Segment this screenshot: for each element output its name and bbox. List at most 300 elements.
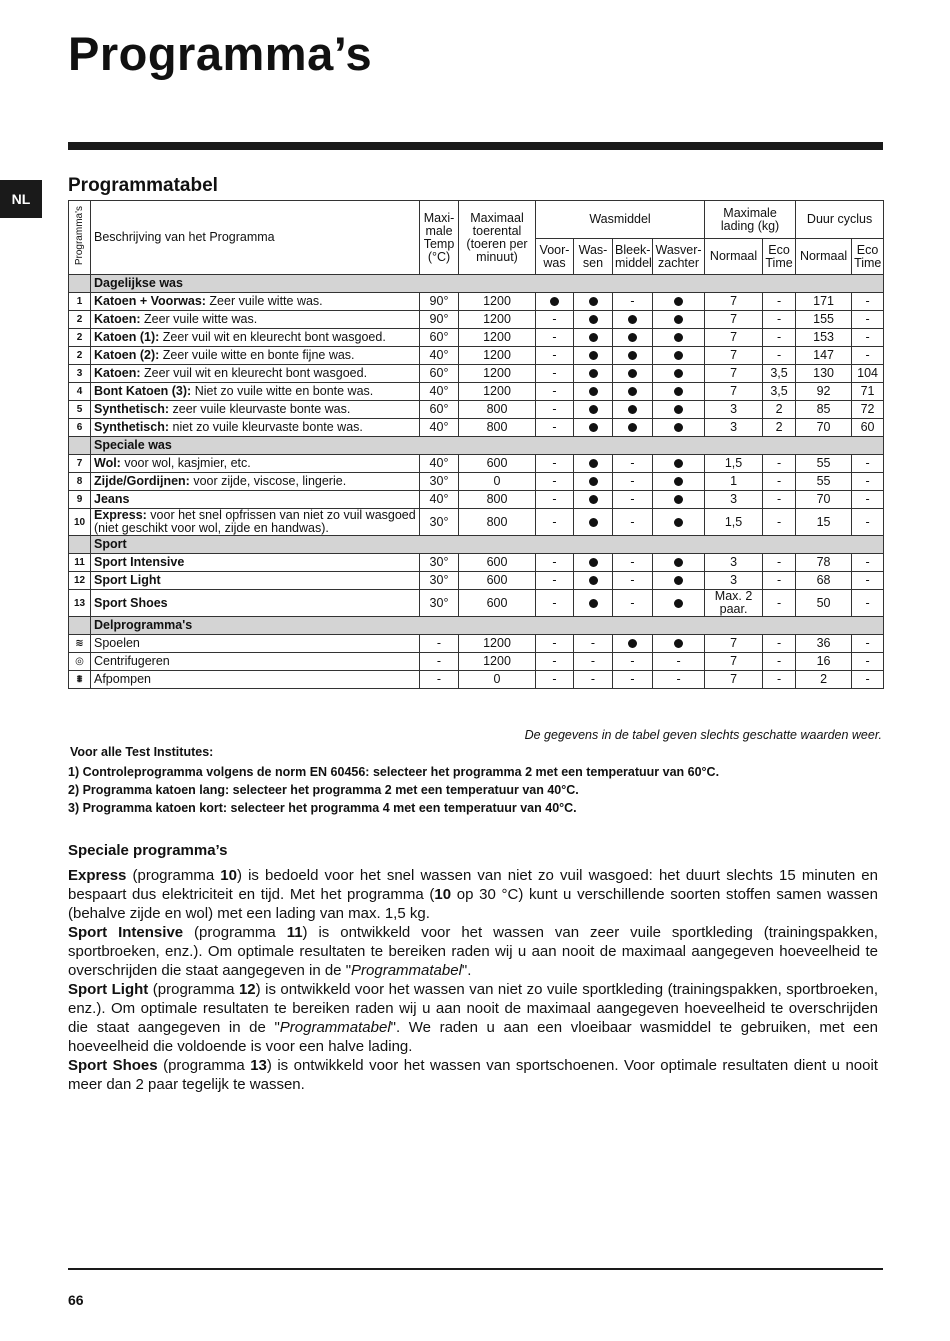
section-cell	[69, 275, 91, 293]
cell-prewash: -	[536, 509, 574, 536]
express-paragraph	[68, 866, 878, 923]
cell-speed: 1200	[459, 653, 536, 671]
cell-softener	[653, 491, 705, 509]
cell-load-eco: -	[763, 509, 796, 536]
bullet-dot	[589, 333, 598, 342]
table-row	[69, 635, 884, 653]
cell-load-eco: -	[763, 329, 796, 347]
table-row	[69, 671, 884, 689]
program-description	[91, 293, 420, 311]
bullet-dot	[589, 576, 598, 585]
cell-load-eco: -	[763, 491, 796, 509]
cell-bleach	[613, 311, 653, 329]
cell-dur: 171	[796, 293, 852, 311]
cell-load: 7	[705, 365, 763, 383]
cell-load: 3	[705, 554, 763, 572]
header-prewash: Voor- was	[536, 239, 574, 275]
cell-dur: 153	[796, 329, 852, 347]
cell-wash	[574, 311, 613, 329]
program-name: Katoen:	[94, 366, 141, 380]
section-label: Speciale was	[91, 437, 884, 455]
cell-speed: 600	[459, 554, 536, 572]
cell-dur-eco: -	[852, 329, 884, 347]
cell-load: 1,5	[705, 509, 763, 536]
cell-speed: 1200	[459, 635, 536, 653]
table-row	[69, 419, 884, 437]
spin-icon: ◎	[75, 656, 84, 667]
cell-softener	[653, 365, 705, 383]
text-fragment: ". We raden u aan een vloeibaar wasmiddel te gebruiken, met een hoeveelheid die voldoende is voor een halve lading.	[68, 1019, 879, 1055]
program-name: Synthetisch:	[94, 420, 170, 434]
footer-rule	[68, 1268, 883, 1270]
cell-prewash: -	[536, 329, 574, 347]
bullet-dot	[589, 351, 598, 360]
program-detail: Zeer vuil wit en kleurecht bont wasgoed.	[159, 330, 386, 344]
program-detail: voor het snel opfrissen van niet zo vuil wasgoed (niet geschikt voor wol, zijde en handwas).	[94, 508, 416, 535]
cell-bleach: -	[613, 671, 653, 689]
cell-wash	[574, 419, 613, 437]
cell-dur: 50	[796, 590, 852, 617]
bullet-dot	[674, 576, 683, 585]
bullet-dot	[628, 639, 637, 648]
section-label: Delprogramma's	[91, 617, 884, 635]
text-fragment: ".	[461, 962, 472, 979]
cell-wash: -	[574, 635, 613, 653]
bullet-dot	[674, 477, 683, 486]
cell-load-eco: -	[763, 455, 796, 473]
cell-softener	[653, 590, 705, 617]
bullet-dot	[589, 405, 598, 414]
program-number: 11	[286, 924, 303, 941]
bullet-dot	[674, 369, 683, 378]
bullet-dot	[628, 387, 637, 396]
cell-temp: 40°	[420, 491, 459, 509]
cell-load-eco: 2	[763, 419, 796, 437]
program-number-cell	[69, 653, 91, 671]
cell-load-eco: -	[763, 572, 796, 590]
bullet-dot	[628, 405, 637, 414]
cell-dur: 147	[796, 347, 852, 365]
text-fragment: op 30 °C) kunt u verschillende soorten stoffen samen wassen (behalve zijde en wol) met een lading van max. 1,5 kg.	[68, 886, 878, 922]
cell-prewash: -	[536, 401, 574, 419]
cell-dur-eco: -	[852, 554, 884, 572]
program-description	[91, 329, 420, 347]
test-institute-item: 2) Programma katoen lang: selecteer het programma 2 met een temperatuur van 40°C.	[68, 783, 579, 797]
section-row-partial	[69, 617, 884, 635]
cell-wash	[574, 455, 613, 473]
cell-dur-eco: -	[852, 572, 884, 590]
cell-prewash: -	[536, 311, 574, 329]
cell-load: 7	[705, 383, 763, 401]
bullet-dot	[589, 423, 598, 432]
cell-bleach: -	[613, 455, 653, 473]
table-body	[69, 275, 884, 689]
drain-icon: ⩩	[76, 674, 83, 685]
cell-bleach: -	[613, 509, 653, 536]
cell-speed: 1200	[459, 347, 536, 365]
cell-softener	[653, 293, 705, 311]
bullet-dot	[589, 387, 598, 396]
cell-bleach: -	[613, 554, 653, 572]
bullet-dot	[674, 495, 683, 504]
bullet-dot	[589, 599, 598, 608]
bullet-dot	[674, 405, 683, 414]
cell-bleach: -	[613, 590, 653, 617]
bullet-dot	[628, 423, 637, 432]
cell-load: 3	[705, 572, 763, 590]
cell-prewash: -	[536, 455, 574, 473]
test-institutes-heading: Voor alle Test Institutes:	[70, 745, 214, 759]
bullet-dot	[628, 351, 637, 360]
cell-bleach: -	[613, 572, 653, 590]
cell-speed: 1200	[459, 329, 536, 347]
cell-speed: 600	[459, 572, 536, 590]
cell-temp: 30°	[420, 590, 459, 617]
program-description	[91, 554, 420, 572]
test-institutes-list	[68, 764, 719, 818]
bullet-dot	[589, 315, 598, 324]
cell-prewash: -	[536, 365, 574, 383]
cell-wash	[574, 365, 613, 383]
page-title: Programma’s	[68, 27, 373, 80]
cell-wash	[574, 554, 613, 572]
cell-softener	[653, 311, 705, 329]
program-description	[91, 311, 420, 329]
cell-softener	[653, 383, 705, 401]
program-description	[91, 572, 420, 590]
table-row	[69, 293, 884, 311]
cell-softener	[653, 554, 705, 572]
program-name: Wol:	[94, 456, 121, 470]
section-label: Dagelijkse was	[91, 275, 884, 293]
cell-speed: 0	[459, 473, 536, 491]
special-programs-title: Speciale programma’s	[68, 842, 228, 859]
cell-prewash: -	[536, 383, 574, 401]
cell-dur-eco: -	[852, 473, 884, 491]
cell-dur: 85	[796, 401, 852, 419]
program-description	[91, 509, 420, 536]
bullet-dot	[589, 297, 598, 306]
bullet-dot	[589, 477, 598, 486]
cell-load-eco: -	[763, 635, 796, 653]
header-duration: Duur cyclus	[796, 201, 884, 239]
bullet-dot	[628, 369, 637, 378]
cell-wash: -	[574, 653, 613, 671]
page-number: 66	[68, 1292, 84, 1308]
program-name: Katoen (1):	[94, 330, 160, 344]
cell-bleach	[613, 635, 653, 653]
bullet-dot	[589, 459, 598, 468]
cell-load: Max. 2 paar.	[705, 590, 763, 617]
bullet-dot	[589, 369, 598, 378]
cell-prewash: -	[536, 671, 574, 689]
test-institute-item: 1) Controleprogramma volgens de norm EN 60456: selecteer het programma 2 met een temperatuur van 60°C.	[68, 765, 720, 779]
express-name: Express	[68, 867, 127, 884]
cell-prewash	[536, 293, 574, 311]
program-name: Sport Light	[94, 573, 161, 587]
bullet-dot	[674, 518, 683, 527]
language-label: NL	[11, 191, 31, 207]
cell-bleach	[613, 347, 653, 365]
program-detail: Afpompen	[94, 672, 151, 686]
cell-load-eco: -	[763, 347, 796, 365]
program-description	[91, 635, 420, 653]
cell-load: 7	[705, 293, 763, 311]
cell-bleach	[613, 329, 653, 347]
cell-wash	[574, 473, 613, 491]
cell-wash: -	[574, 671, 613, 689]
program-description	[91, 473, 420, 491]
cell-speed: 800	[459, 491, 536, 509]
cell-softener	[653, 347, 705, 365]
table-row	[69, 554, 884, 572]
cell-temp: 30°	[420, 554, 459, 572]
cell-dur: 55	[796, 455, 852, 473]
cell-speed: 800	[459, 419, 536, 437]
header-softener: Wasver- zachter	[653, 239, 705, 275]
cell-load: 3	[705, 491, 763, 509]
cell-dur-eco: 72	[852, 401, 884, 419]
text-fragment: (programma	[126, 867, 221, 884]
bullet-dot	[674, 459, 683, 468]
cell-dur-eco: -	[852, 671, 884, 689]
test-institute-item: 3) Programma katoen kort: selecteer het programma 4 met een temperatuur van 40°C.	[68, 801, 577, 815]
table-row	[69, 347, 884, 365]
table-row	[69, 653, 884, 671]
header-duration-normal: Normaal	[796, 239, 852, 275]
program-number-cell: 1	[69, 293, 91, 311]
cell-load: 7	[705, 311, 763, 329]
program-description	[91, 347, 420, 365]
program-detail: Niet zo vuile witte en bonte was.	[191, 384, 374, 398]
bullet-dot	[628, 333, 637, 342]
cell-load: 1	[705, 473, 763, 491]
program-number-cell	[69, 671, 91, 689]
cell-load: 7	[705, 635, 763, 653]
cell-load: 3	[705, 419, 763, 437]
bullet-dot	[674, 297, 683, 306]
text-fragment: ) is ontwikkeld voor het wassen van niet zo vuile sportkleding (trainingspakken, sportbroeken, enz.). Om optimale resultaten te bereiken raden wij u aan nooit de maximaal aangegeven hoeveelheid te overschrijden die staat aangegeven in de "	[68, 981, 879, 1036]
program-number: 13	[250, 1057, 267, 1074]
program-table	[68, 200, 884, 689]
header-bleach: Bleek- middel	[613, 239, 653, 275]
cell-dur: 55	[796, 473, 852, 491]
table-row	[69, 401, 884, 419]
cell-temp: -	[420, 653, 459, 671]
header-max-load: Maximale lading (kg)	[705, 201, 796, 239]
cell-load: 3	[705, 401, 763, 419]
program-detail: voor wol, kasjmier, etc.	[120, 456, 251, 470]
section-row-sport	[69, 536, 884, 554]
cell-temp: 30°	[420, 473, 459, 491]
program-description	[91, 590, 420, 617]
cell-dur-eco: -	[852, 491, 884, 509]
cell-bleach: -	[613, 473, 653, 491]
bullet-dot	[674, 333, 683, 342]
cell-load: 1,5	[705, 455, 763, 473]
cell-dur-eco: -	[852, 509, 884, 536]
program-number-cell: 4	[69, 383, 91, 401]
program-number-cell: 8	[69, 473, 91, 491]
table-row	[69, 491, 884, 509]
bullet-dot	[674, 315, 683, 324]
cell-softener	[653, 329, 705, 347]
program-detail: Zeer vuil wit en kleurecht bont wasgoed.	[140, 366, 368, 380]
program-number: 12	[238, 981, 256, 998]
cell-softener: -	[653, 653, 705, 671]
bullet-dot	[589, 558, 598, 567]
cell-load-eco: 3,5	[763, 383, 796, 401]
cell-bleach: -	[613, 293, 653, 311]
header-wash: Was- sen	[574, 239, 613, 275]
program-name: Katoen (2):	[94, 348, 160, 362]
cell-prewash: -	[536, 653, 574, 671]
cell-load-eco: -	[763, 293, 796, 311]
program-name: Synthetisch:	[94, 402, 170, 416]
cell-temp: 40°	[420, 455, 459, 473]
cell-dur-eco: -	[852, 293, 884, 311]
program-name: Sport Shoes	[94, 595, 168, 610]
cell-dur: 78	[796, 554, 852, 572]
cell-prewash: -	[536, 590, 574, 617]
cell-dur-eco: 104	[852, 365, 884, 383]
table-row	[69, 455, 884, 473]
program-name: Sport Intensive	[94, 555, 185, 569]
bullet-dot	[628, 315, 637, 324]
section-row-daily	[69, 275, 884, 293]
header-programmas: Programma's	[69, 201, 91, 275]
cell-bleach	[613, 365, 653, 383]
cell-temp: 60°	[420, 329, 459, 347]
cell-wash	[574, 509, 613, 536]
text-fragment: ) is bedoeld voor het snel wassen van niet zo vuil wasgoed: het duurt slechts 15 minuten en bespaart dus elektriciteit en tijd. Met het programma (	[68, 867, 878, 903]
program-number-cell: 11	[69, 554, 91, 572]
table-note: De gegevens in de tabel geven slechts geschatte waarden weer.	[524, 728, 882, 742]
program-number-cell	[69, 635, 91, 653]
cell-bleach	[613, 383, 653, 401]
cell-load-eco: 2	[763, 401, 796, 419]
program-number-cell: 6	[69, 419, 91, 437]
cell-dur: 2	[796, 671, 852, 689]
cell-temp: 60°	[420, 401, 459, 419]
cell-wash	[574, 329, 613, 347]
header-description: Beschrijving van het Programma	[91, 201, 420, 275]
cell-speed: 800	[459, 509, 536, 536]
table-row	[69, 311, 884, 329]
program-number-cell: 13	[69, 590, 91, 617]
program-name: Jeans	[94, 492, 130, 506]
text-fragment: (programma	[148, 981, 239, 998]
cell-speed: 1200	[459, 365, 536, 383]
program-detail: Zeer vuile witte was.	[140, 312, 258, 326]
program-name: Zijde/Gordijnen:	[94, 474, 190, 488]
bullet-dot	[674, 558, 683, 567]
cell-dur-eco: -	[852, 653, 884, 671]
program-detail: Zeer vuile witte was.	[205, 294, 323, 308]
cell-temp: 60°	[420, 365, 459, 383]
section-cell	[69, 437, 91, 455]
program-name: Katoen + Voorwas:	[94, 294, 206, 308]
cell-wash	[574, 383, 613, 401]
program-name: Express:	[94, 508, 147, 522]
cell-temp: 40°	[420, 419, 459, 437]
cell-dur-eco: 71	[852, 383, 884, 401]
table-row	[69, 572, 884, 590]
table-reference: Programmatabel	[279, 1019, 391, 1036]
sport-light-paragraph	[68, 980, 878, 1056]
text-fragment: ) is ontwikkeld voor het wassen van sportschoenen. Voor optimale resultaten dient u nooit meer dan 2 paar tegelijk te wassen.	[68, 1057, 878, 1093]
bullet-dot	[674, 599, 683, 608]
cell-wash	[574, 572, 613, 590]
header-duration-eco: Eco Time	[852, 239, 884, 275]
program-description	[91, 491, 420, 509]
cell-speed: 1200	[459, 311, 536, 329]
bullet-dot	[589, 518, 598, 527]
rinse-icon: ≋	[75, 638, 84, 649]
table-row	[69, 365, 884, 383]
program-number: 10	[434, 886, 452, 903]
cell-dur: 130	[796, 365, 852, 383]
cell-dur: 68	[796, 572, 852, 590]
cell-dur-eco: -	[852, 347, 884, 365]
program-detail: Centrifugeren	[94, 654, 170, 668]
cell-load: 7	[705, 653, 763, 671]
cell-softener	[653, 455, 705, 473]
table-row	[69, 509, 884, 536]
cell-dur: 70	[796, 491, 852, 509]
cell-prewash: -	[536, 473, 574, 491]
cell-temp: -	[420, 671, 459, 689]
cell-temp: 30°	[420, 572, 459, 590]
program-detail: zeer vuile kleurvaste bonte was.	[169, 402, 351, 416]
program-number: 10	[220, 867, 237, 884]
program-detail: Zeer vuile witte en bonte fijne was.	[159, 348, 355, 362]
program-number-cell: 10	[69, 509, 91, 536]
cell-load-eco: -	[763, 671, 796, 689]
cell-prewash: -	[536, 572, 574, 590]
table-row	[69, 590, 884, 617]
section-row-special	[69, 437, 884, 455]
bullet-dot	[674, 351, 683, 360]
program-number-cell: 2	[69, 347, 91, 365]
header-max-temp: Maxi- male Temp (°C)	[420, 201, 459, 275]
cell-load: 7	[705, 329, 763, 347]
bullet-dot	[589, 495, 598, 504]
cell-temp: 40°	[420, 383, 459, 401]
cell-speed: 800	[459, 401, 536, 419]
cell-dur-eco: -	[852, 590, 884, 617]
text-fragment: (programma	[157, 1057, 251, 1074]
program-number-cell: 5	[69, 401, 91, 419]
cell-prewash: -	[536, 491, 574, 509]
language-tab	[0, 180, 42, 218]
table-row	[69, 473, 884, 491]
program-number-cell: 9	[69, 491, 91, 509]
section-cell	[69, 536, 91, 554]
cell-dur: 15	[796, 509, 852, 536]
cell-dur: 92	[796, 383, 852, 401]
cell-dur: 36	[796, 635, 852, 653]
table-row	[69, 383, 884, 401]
cell-bleach	[613, 419, 653, 437]
cell-prewash: -	[536, 419, 574, 437]
cell-bleach: -	[613, 491, 653, 509]
header-load-normal: Normaal	[705, 239, 763, 275]
cell-temp: 90°	[420, 311, 459, 329]
cell-dur-eco: -	[852, 455, 884, 473]
table-row	[69, 329, 884, 347]
cell-softener	[653, 401, 705, 419]
